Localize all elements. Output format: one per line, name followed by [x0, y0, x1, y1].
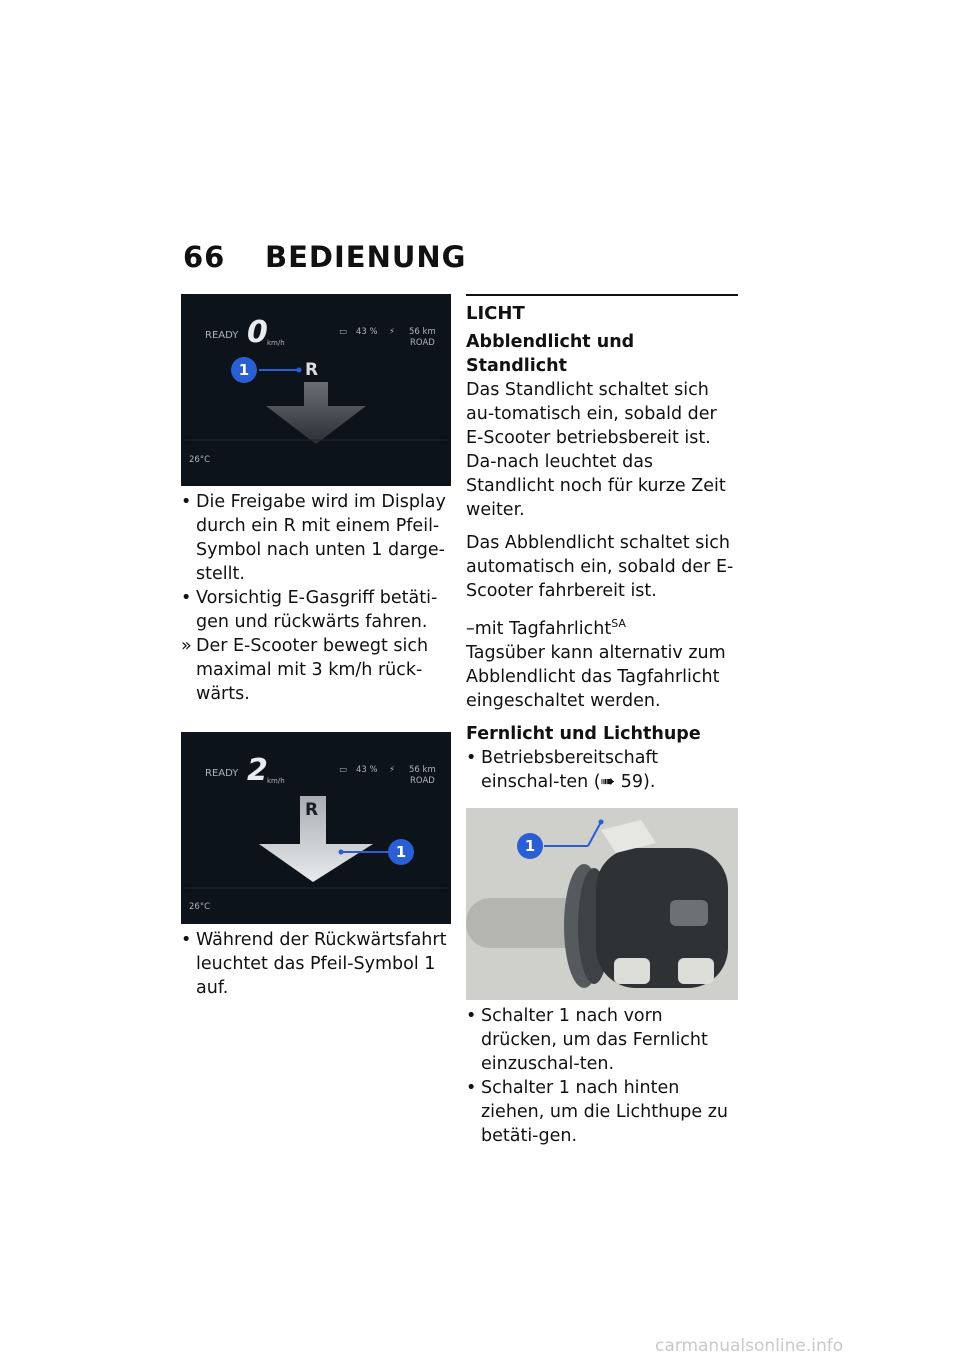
switch-illustration: [466, 808, 738, 1000]
option-line: –mit Tagfahrlicht$^{SA}$: [466, 617, 626, 639]
gear-indicator: R: [305, 800, 319, 820]
result-marker: »: [181, 636, 192, 656]
speed-unit: km/h: [267, 777, 285, 785]
paragraph: Das Standlicht schaltet sich au-tomatisch ein, sobald der E-Scooter betriebsbereit ist. Da-nach leuchtet das Standlicht noch für kurze Zeit weiter.: [466, 380, 726, 520]
subheading-low-beam: Abblendlicht und Standlicht: [466, 332, 635, 376]
list-item: • Schalter 1 nach vorn drücken, um das Fernlicht einzuschal-ten.: [466, 1005, 708, 1074]
option-sup: SA: [611, 617, 626, 630]
bullet-marker: •: [181, 492, 192, 512]
paragraph: Tagsüber kann alternativ zum Abblendlicht das Tagfahrlicht eingeschaltet werden.: [466, 642, 726, 711]
list-item: • Die Freigabe wird im Display durch ein R mit einem Pfeil-Symbol nach unten 1 darge-stellt.: [181, 492, 446, 584]
list-item: • Vorsichtig E-Gasgriff betäti-gen und rückwärts fahren.: [181, 588, 438, 632]
battery-icon: ▭: [339, 327, 348, 337]
display-graphic: [181, 294, 451, 486]
callout-1: 1: [388, 839, 414, 865]
page-number: 66: [183, 240, 226, 274]
right-column: [466, 294, 738, 1148]
speed-value: 0: [247, 315, 268, 350]
temperature: 26°C: [189, 455, 211, 465]
bullet-marker: •: [181, 588, 192, 608]
display-screenshot-reverse-driving: [181, 732, 451, 924]
list-item: • Schalter 1 nach hinten ziehen, um die Lichthupe zu betäti-gen.: [466, 1077, 728, 1146]
display-graphic: [181, 732, 451, 924]
callout-1: 1: [231, 357, 257, 383]
left-list-1: [181, 490, 453, 706]
range-icon: ⚡: [389, 327, 395, 337]
range-value: 56 km: [409, 327, 436, 337]
battery-level: 43 %: [356, 327, 378, 337]
ready-label: READY: [205, 768, 239, 779]
battery-level: 43 %: [356, 765, 378, 775]
range-icon: ⚡: [389, 765, 395, 775]
page-header: [183, 240, 466, 274]
subheading-high-beam: Fernlicht und Lichthupe: [466, 723, 701, 744]
left-column: [181, 294, 453, 1000]
list-item: • Betriebsbereitschaft einschal-ten (➠ 59).: [466, 747, 659, 792]
paragraph: Das Abblendlicht schaltet sich automatisch ein, sobald der E-Scooter fahrbereit ist.: [466, 533, 734, 601]
list-item: • Während der Rückwärtsfahrt leuchtet das Pfeil-Symbol 1 auf.: [181, 930, 447, 998]
handlebar-switch-photo: [466, 808, 738, 1000]
bullet-marker: •: [466, 1077, 477, 1098]
right-list-1: [466, 746, 738, 794]
temperature: 26°C: [189, 902, 211, 912]
bullet-marker: •: [181, 930, 192, 950]
list-item: » Der E-Scooter bewegt sich maximal mit 3 km/h rück-wärts.: [181, 636, 429, 704]
speed-unit: km/h: [267, 339, 285, 347]
display-screenshot-reverse-ready: [181, 294, 451, 486]
callout-1: 1: [517, 833, 543, 859]
watermark: carmanualsonline.info: [655, 1336, 844, 1356]
gear-indicator: R: [305, 360, 319, 380]
chapter-title: BEDIENUNG: [265, 240, 467, 274]
right-list-2: [466, 1004, 738, 1148]
riding-mode: ROAD: [410, 776, 435, 786]
bullet-marker: •: [466, 747, 477, 768]
range-value: 56 km: [409, 765, 436, 775]
bullet-marker: •: [466, 1005, 477, 1026]
battery-icon: ▭: [339, 765, 348, 775]
speed-value: 2: [247, 753, 268, 788]
section-title: LICHT: [466, 294, 738, 326]
ready-label: READY: [205, 330, 239, 341]
left-list-2: [181, 928, 453, 1000]
riding-mode: ROAD: [410, 338, 435, 348]
